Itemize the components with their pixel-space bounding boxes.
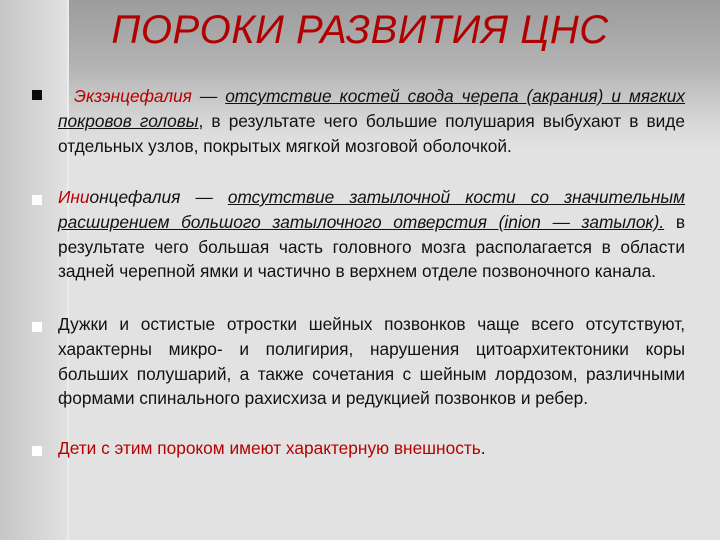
term-exencephaly: Экзэнцефалия xyxy=(73,86,192,106)
definition-iniencephaly: отсутствие затылочной кости со значительным расширением большого затылочного отверстия (inion — затылок). xyxy=(58,187,685,232)
term-iniencephaly-part2: онцефалия xyxy=(89,187,181,207)
paragraph-appearance xyxy=(58,436,685,461)
term-dash: — xyxy=(191,86,226,106)
bullet-square-icon xyxy=(32,90,42,100)
slide-title: ПОРОКИ РАЗВИТИЯ ЦНС xyxy=(111,8,609,52)
appearance-sentence: Дети с этим пороком имеют характерную внешность xyxy=(58,438,481,458)
paragraph-vertebrae: Дужки и остистые отростки шейных позвонков чаще всего отсутствуют, характерны микро- и полигирия, нарушения цитоархитектоники коры больших полушарий, а также сочетания с шейным лордозом, различными формами спинального рахисхиза и редукцией позвонков и ребер. xyxy=(58,314,685,409)
definition-exencephaly: отсутствие костей свода черепа (акрания) и мягких покровов головы xyxy=(58,86,685,131)
bullet-square-icon xyxy=(32,446,42,456)
paragraph-body: , в результате чего большие полушария выбухают в виде отдельных узлов, покрытых мягкой мозговой оболочкой. xyxy=(58,110,686,156)
sentence-end: . xyxy=(480,438,486,458)
term-iniencephaly-part1: Ини xyxy=(58,187,90,207)
term-dash: — xyxy=(180,187,228,207)
bullet-square-icon xyxy=(32,195,42,205)
bullet-square-icon xyxy=(32,322,42,332)
paragraph-iniencephaly xyxy=(58,185,685,284)
paragraph-exencephaly xyxy=(58,84,685,158)
paragraph-body: в результате чего большая часть головного мозга располагается в области задней черепной ямки и частично в верхнем отделе позвоночного канала. xyxy=(58,211,685,282)
